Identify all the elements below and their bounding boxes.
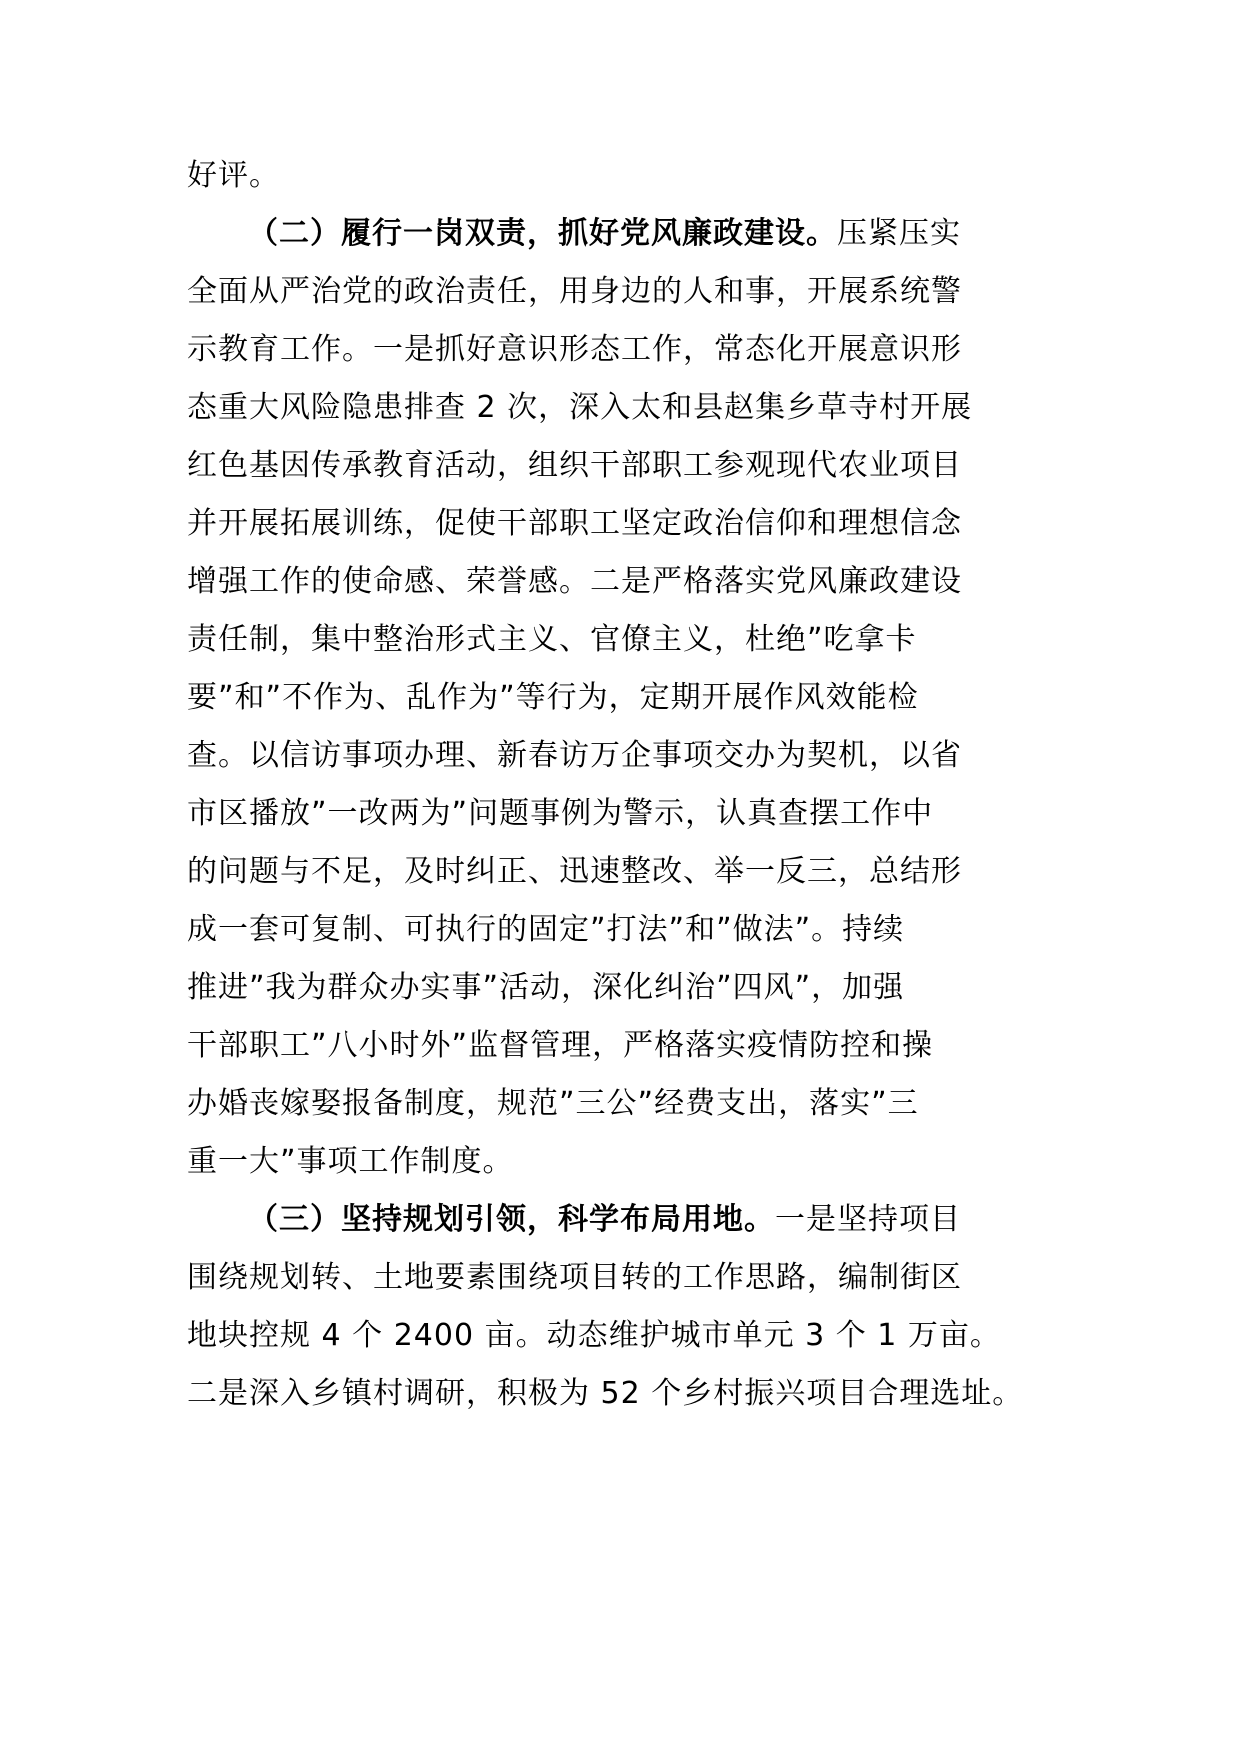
body-line: 地块控规 4 个 2400 亩。动态维护城市单元 3 个 1 万亩。 bbox=[187, 1318, 1001, 1353]
body-line: 好评。 bbox=[187, 158, 280, 193]
body-text: 压紧压实 bbox=[837, 216, 961, 251]
section-paragraph-first-line bbox=[248, 1202, 961, 1242]
body-line: 市区播放”一改两为”问题事例为警示，认真查摆工作中 bbox=[187, 796, 934, 831]
section-paragraph-first-line bbox=[248, 216, 961, 256]
body-line: 责任制，集中整治形式主义、官僚主义，杜绝”吃拿卡 bbox=[187, 622, 917, 657]
body-line: 增强工作的使命感、荣誉感。二是严格落实党风廉政建设 bbox=[187, 564, 962, 599]
body-line: 重一大”事项工作制度。 bbox=[187, 1144, 514, 1179]
body-line: 态重大风险隐患排查 2 次，深入太和县赵集乡草寺村开展 bbox=[187, 390, 973, 425]
body-text: 一是坚持项目 bbox=[775, 1202, 961, 1237]
body-line: 围绕规划转、土地要素围绕项目转的工作思路，编制街区 bbox=[187, 1260, 962, 1295]
body-line: 并开展拓展训练，促使干部职工坚定政治信仰和理想信念 bbox=[187, 506, 962, 541]
body-line: 办婚丧嫁娶报备制度，规范”三公”经费支出，落实”三 bbox=[187, 1086, 919, 1121]
body-line: 干部职工”八小时外”监督管理，严格落实疫情防控和操 bbox=[187, 1028, 934, 1063]
body-line: 示教育工作。一是抓好意识形态工作，常态化开展意识形 bbox=[187, 332, 962, 367]
body-line: 二是深入乡镇村调研，积极为 52 个乡村振兴项目合理选址。 bbox=[187, 1376, 1024, 1411]
body-line: 推进”我为群众办实事”活动，深化纠治”四风”，加强 bbox=[187, 970, 905, 1005]
section-heading-3: （三）坚持规划引领，科学布局用地。 bbox=[248, 1202, 775, 1237]
body-line: 成一套可复制、可执行的固定”打法”和”做法”。持续 bbox=[187, 912, 905, 947]
body-line: 全面从严治党的政治责任，用身边的人和事，开展系统警 bbox=[187, 274, 962, 309]
body-line: 查。以信访事项办理、新春访万企事项交办为契机，以省 bbox=[187, 738, 962, 773]
body-line: 红色基因传承教育活动，组织干部职工参观现代农业项目 bbox=[187, 448, 962, 483]
body-line: 要”和”不作为、乱作为”等行为，定期开展作风效能检 bbox=[187, 680, 919, 715]
body-line: 的问题与不足，及时纠正、迅速整改、举一反三，总结形 bbox=[187, 854, 962, 889]
section-heading-2: （二）履行一岗双责，抓好党风廉政建设。 bbox=[248, 216, 837, 251]
